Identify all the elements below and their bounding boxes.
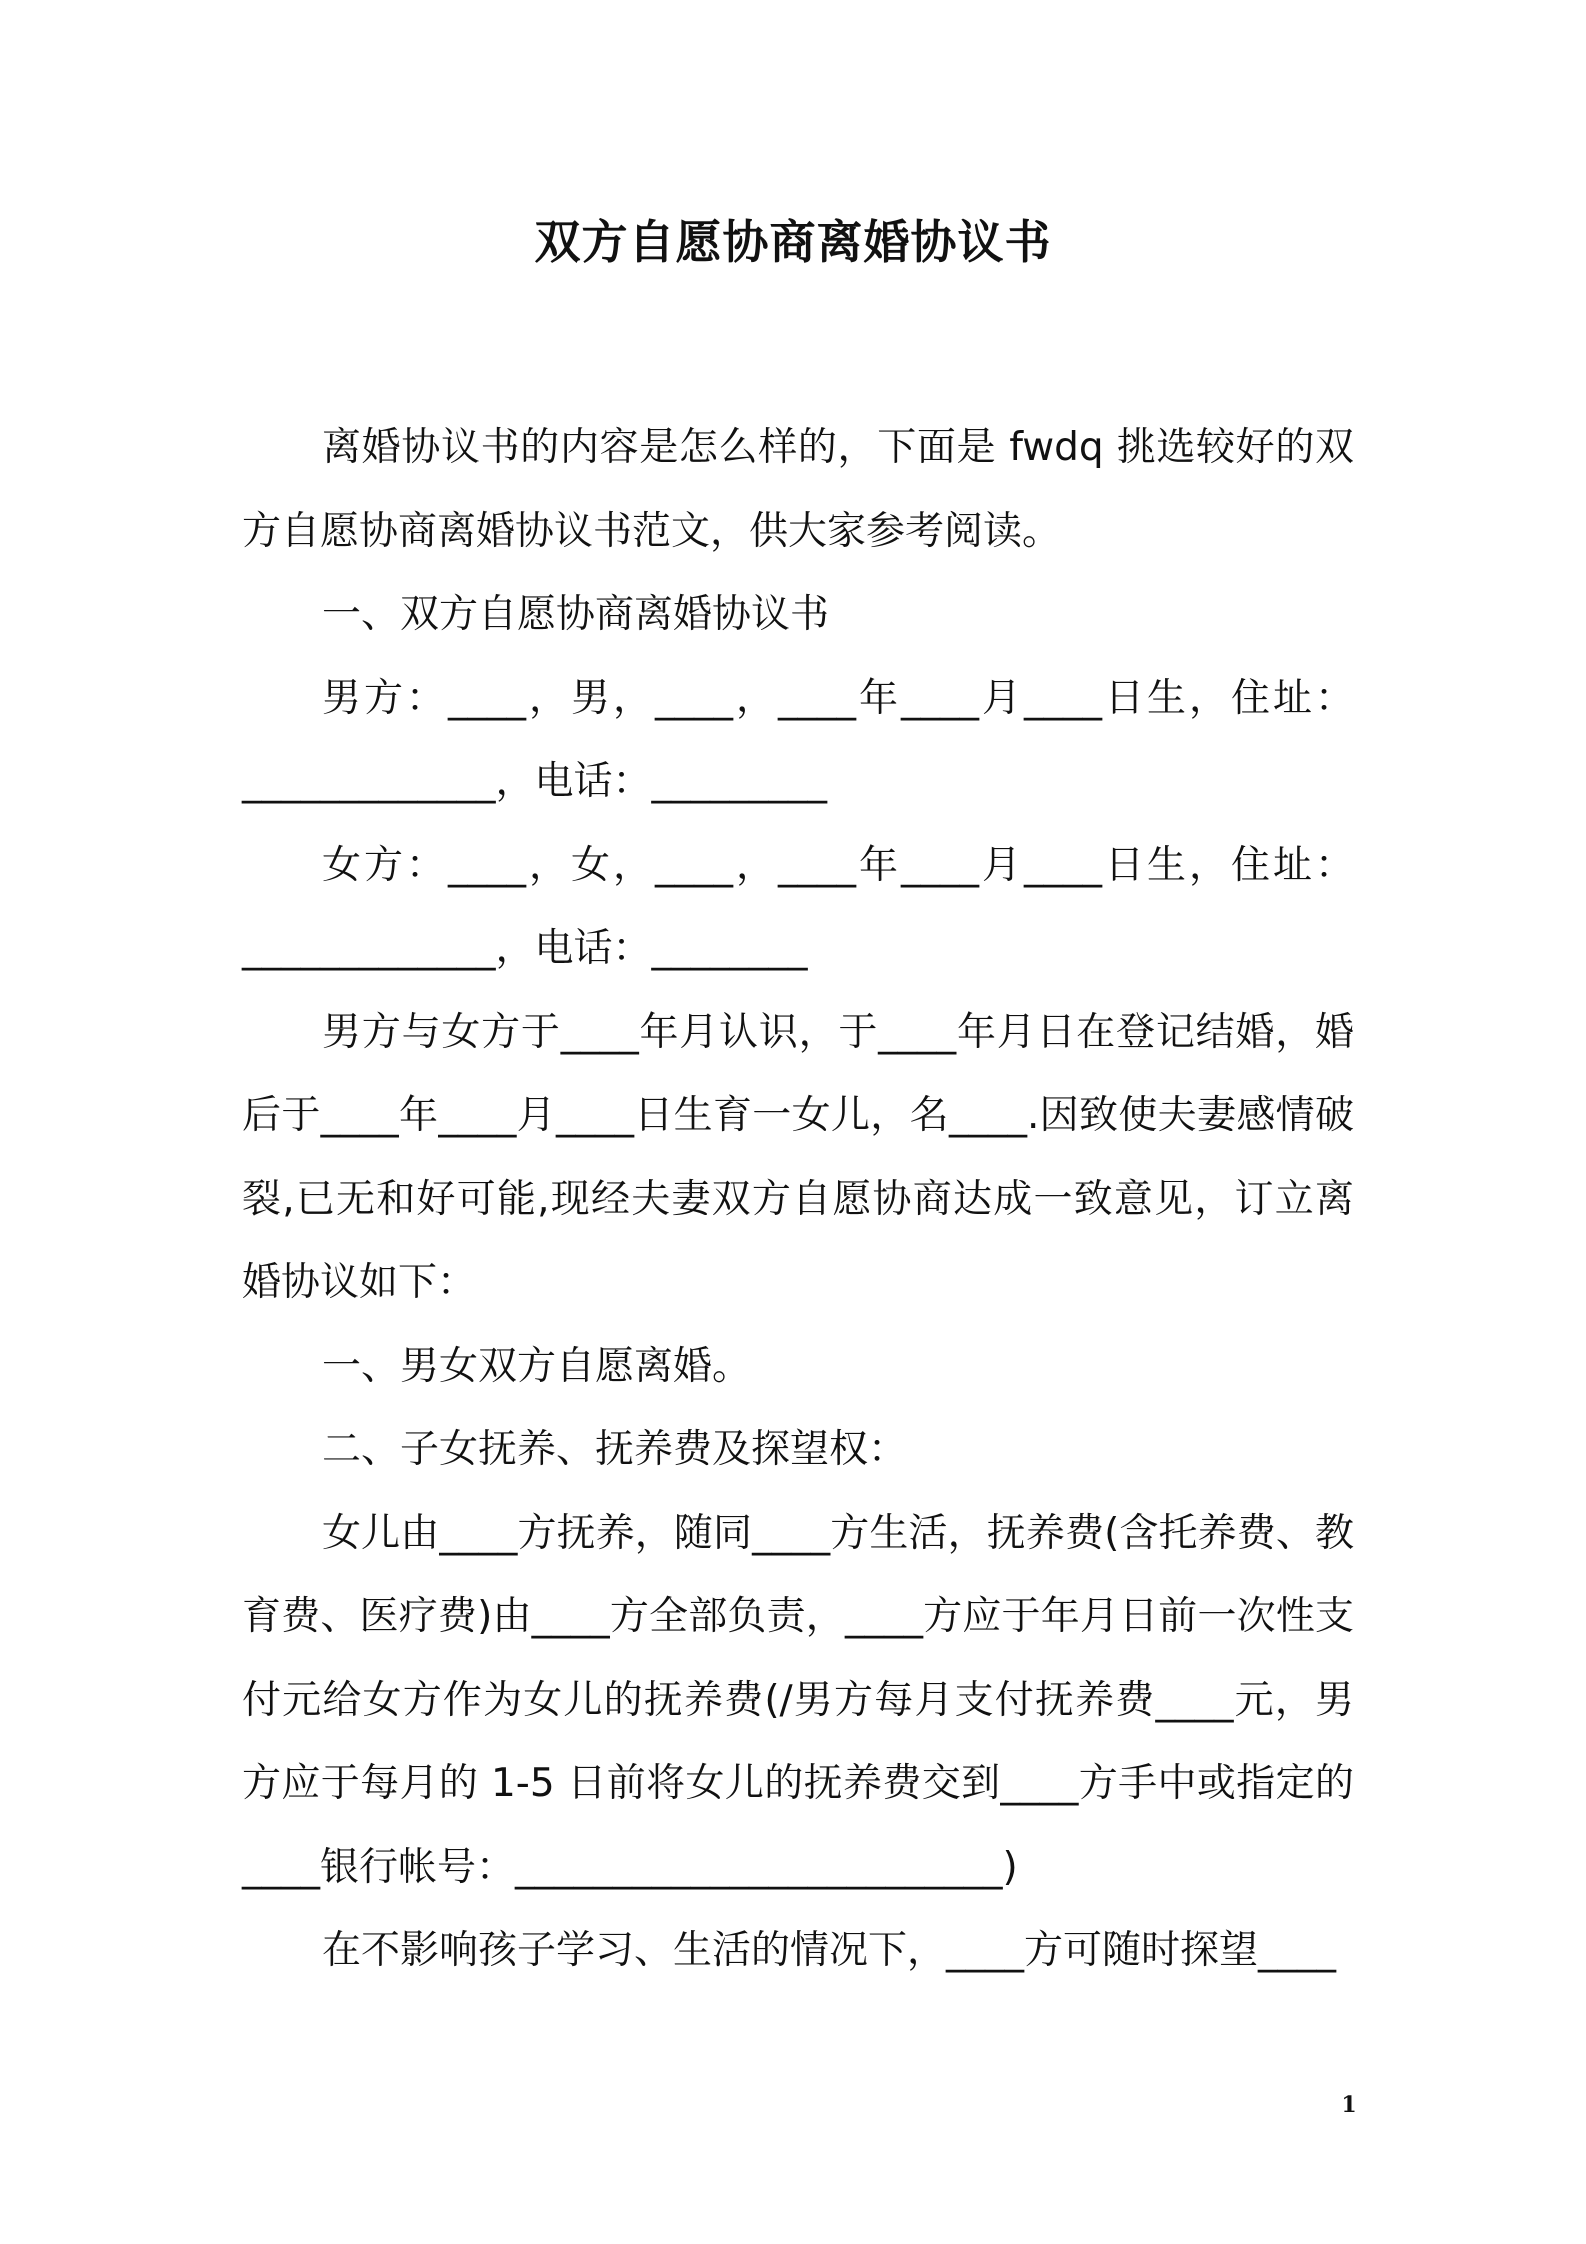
intro-paragraph: 离婚协议书的内容是怎么样的，下面是 fwdq 挑选较好的双方自愿协商离婚协议书范文，供大家参考阅读。 [242, 425, 1354, 554]
female-party-paragraph: 女方：____，女，____，____年____月____日生，住址：_____________，电话：________ [242, 842, 1354, 971]
clause-two-heading: 二、子女抚养、抚养费及探望权： [322, 1427, 908, 1472]
visitation-paragraph: 在不影响孩子学习、生活的情况下，____方可随时探望____ [322, 1928, 1337, 1973]
section-heading: 一、双方自愿协商离婚协议书 [322, 592, 830, 637]
document-body [242, 406, 1354, 1993]
child-support-paragraph: 女儿由____方抚养，随同____方生活，抚养费(含托养费、教育费、医疗费)由____方全部负责，____方应于年月日前一次性支付元给女方作为女儿的抚养费(/男方每月支付抚养费____元，男方应于每月的 1-5 日前将女儿的抚养费交到____方手中或指定的____银行帐号：_________________________) [242, 1510, 1354, 1890]
clause-one: 一、男女双方自愿离婚。 [322, 1343, 752, 1389]
document-title: 双方自愿协商离婚协议书 [534, 215, 1052, 269]
background-paragraph: 男方与女方于____年月认识，于____年月日在登记结婚，婚后于____年____月____日生育一女儿，名____.因致使夫妻感情破裂,已无和好可能,现经夫妻双方自愿协商达成一致意见，订立离婚协议如下： [242, 1009, 1354, 1305]
male-party-paragraph: 男方：____，男，____，____年____月____日生，住址：_____________，电话：_________ [242, 675, 1354, 804]
page-number: 1 [1341, 2092, 1357, 2118]
